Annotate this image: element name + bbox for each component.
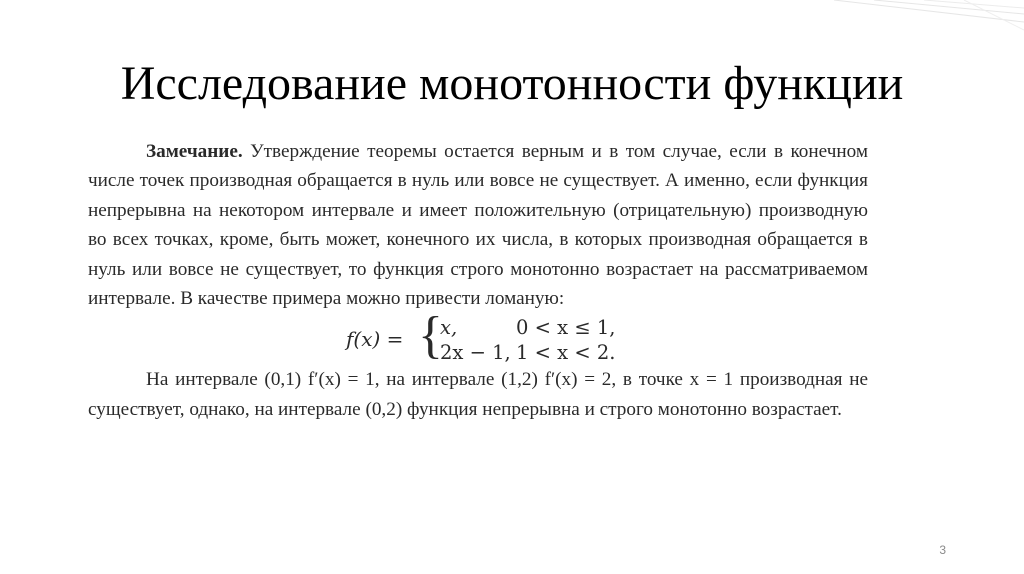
remark-paragraph: [88, 137, 868, 313]
example-paragraph: На интервале (0,1) f′(x) = 1, на интервале (1,2) f′(x) = 2, в точке x = 1 производная не существует, однако, на интервале (0,2) функция непрерывна и строго монотонно возрастает.: [88, 369, 868, 420]
formula-row1-condition: 0 < x ≤ 1,: [516, 316, 616, 340]
formula-row1-expression: x,: [440, 316, 458, 340]
page-number: 3: [939, 543, 946, 557]
remark-text: Утверждение теоремы остается верным и в том случае, если в конечном числе точек производная обращается в нуль или вовсе не существует. А именно, если функция непрерывна на некотором интервале и имеет положительную (отрицательную) производную во всех точках, кроме, быть может, конечного их числа, в которых производная обращается в нуль или вовсе не существует, то функция строго монотонно возрастает на рассматриваемом интервале. В качестве примера можно привести ломаную:: [88, 141, 868, 310]
formula-lhs: f(x) =: [346, 327, 404, 352]
slide-body: [88, 137, 868, 424]
remark-label: Замечание.: [146, 141, 243, 162]
slide-title: Исследование монотонности функции: [120, 57, 904, 110]
decorative-corner-lines: [814, 0, 1024, 40]
formula-row2-expression: 2x − 1,: [440, 341, 511, 365]
formula-brace: {: [418, 307, 443, 365]
piecewise-formula: [88, 307, 868, 365]
formula-row2-condition: 1 < x < 2.: [516, 341, 616, 365]
